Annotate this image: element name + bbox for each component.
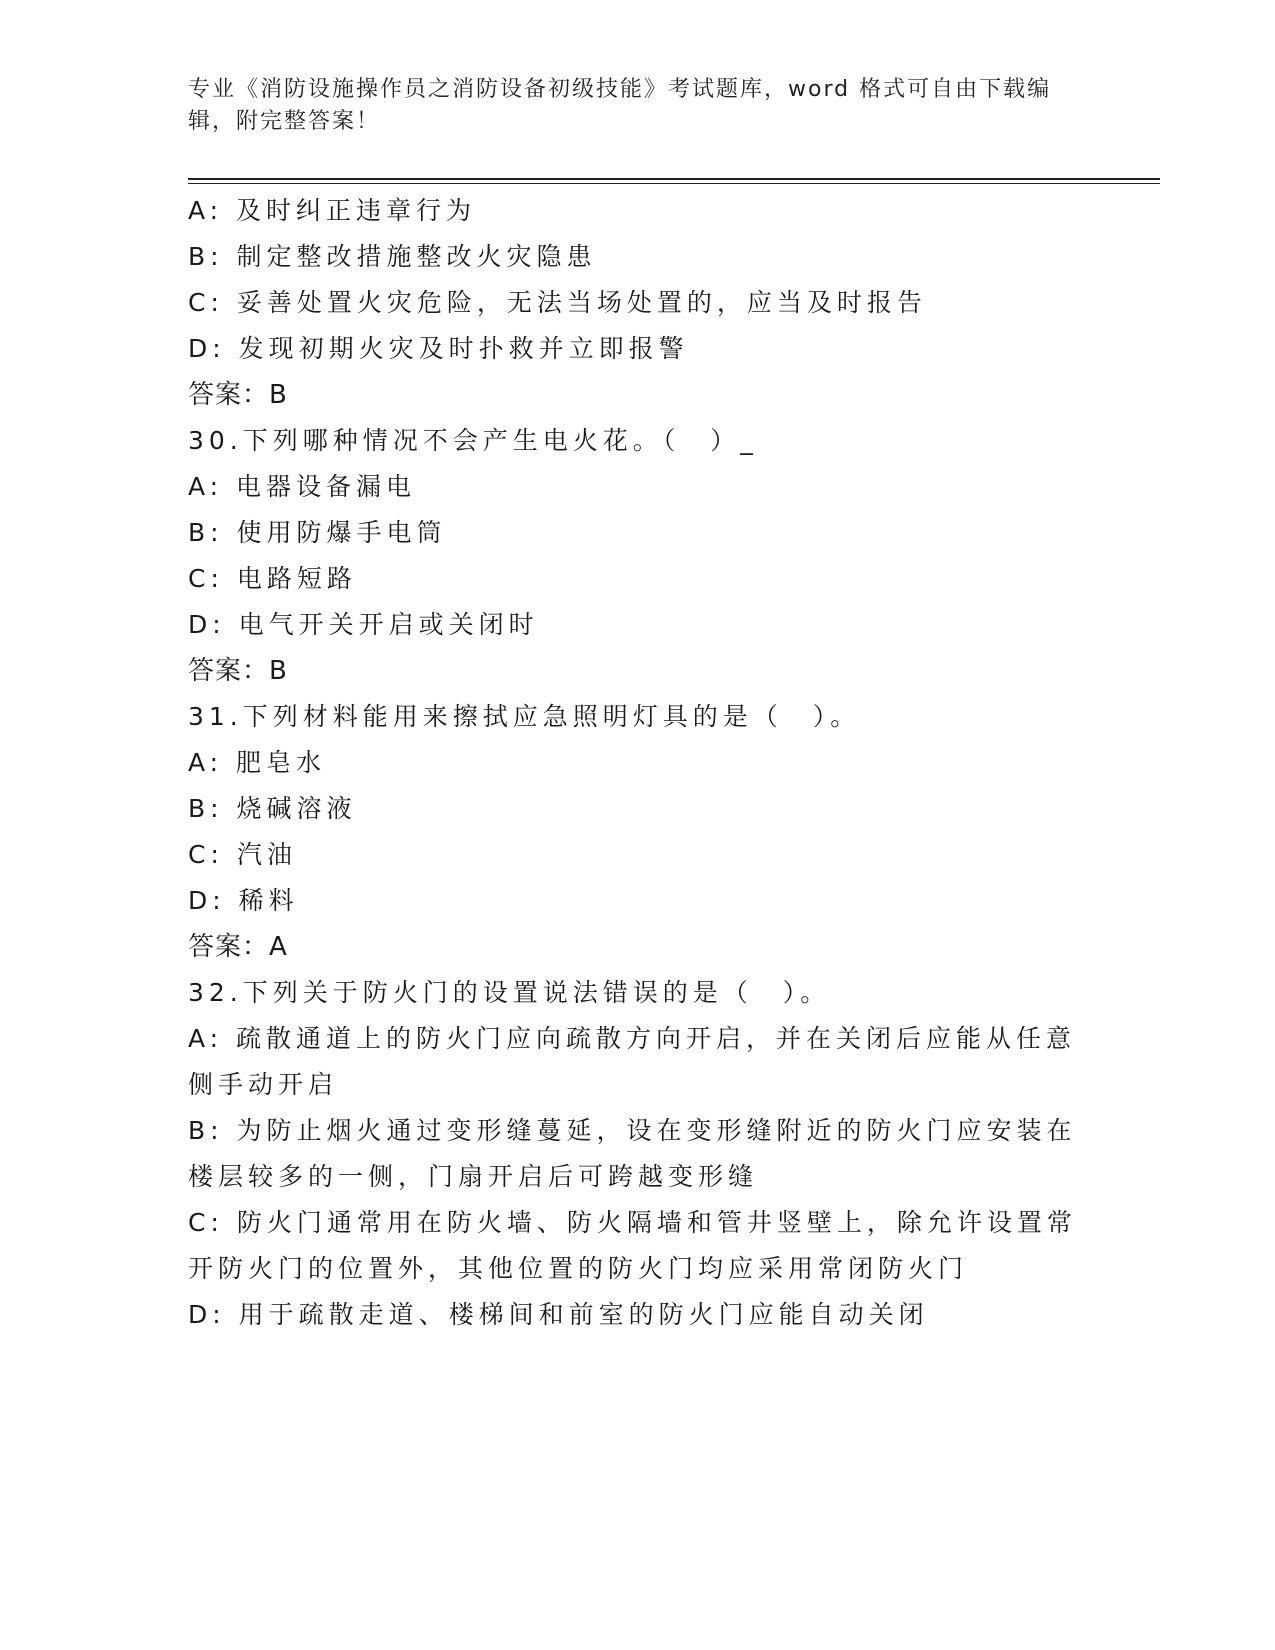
- header-divider-thick: [188, 178, 1160, 180]
- document-header: 专业《消防设施操作员之消防设备初级技能》考试题库，word 格式可自由下载编辑，附完整答案！: [188, 77, 1052, 134]
- question-stem: 31.下列材料能用来擦拭应急照明灯具的是（ ）。: [188, 702, 861, 731]
- answer-label: 答案：B: [188, 380, 288, 410]
- option-c: C: 妥善处置火灾危险，无法当场处置的，应当及时报告: [188, 288, 927, 317]
- option-c: C: 汽油: [188, 840, 297, 869]
- question-stem: 30.下列哪种情况不会产生电火花。（ ）_: [188, 426, 758, 455]
- question-block-32: [188, 970, 1078, 1338]
- option-a: A: 及时纠正违章行为: [188, 196, 477, 225]
- option-b: B: 制定整改措施整改火灾隐患: [188, 242, 597, 271]
- answer-label: 答案：B: [188, 656, 288, 686]
- option-a: A: 疏散通道上的防火门应向疏散方向开启，并在关闭后应能从任意侧手动开启: [188, 1024, 1077, 1099]
- option-c: C: 防火门通常用在防火墙、防火隔墙和管井竖壁上，除允许设置常开防火门的位置外，其他位置的防火门均应采用常闭防火门: [188, 1208, 1077, 1283]
- header-divider-thin: [188, 183, 1160, 184]
- option-d: D: 电气开关开启或关闭时: [188, 610, 539, 639]
- question-list: [188, 188, 1078, 1338]
- option-d: D: 发现初期火灾及时扑救并立即报警: [188, 334, 689, 363]
- option-d: D: 用于疏散走道、楼梯间和前室的防火门应能自动关闭: [188, 1300, 929, 1329]
- question-block-29: [188, 188, 1078, 418]
- option-a: A: 电器设备漏电: [188, 472, 417, 501]
- option-d: D: 稀料: [188, 886, 299, 915]
- question-stem: 32.下列关于防火门的设置说法错误的是（ ）。: [188, 978, 831, 1007]
- question-block-31: [188, 694, 1078, 970]
- option-b: B: 使用防爆手电筒: [188, 518, 447, 547]
- question-block-30: [188, 418, 1078, 694]
- option-b: B: 为防止烟火通过变形缝蔓延，设在变形缝附近的防火门应安装在楼层较多的一侧，门扇开启后可跨越变形缝: [188, 1116, 1077, 1191]
- answer-label: 答案：A: [188, 932, 288, 962]
- option-a: A: 肥皂水: [188, 748, 327, 777]
- option-b: B: 烧碱溶液: [188, 794, 357, 823]
- option-c: C: 电路短路: [188, 564, 357, 593]
